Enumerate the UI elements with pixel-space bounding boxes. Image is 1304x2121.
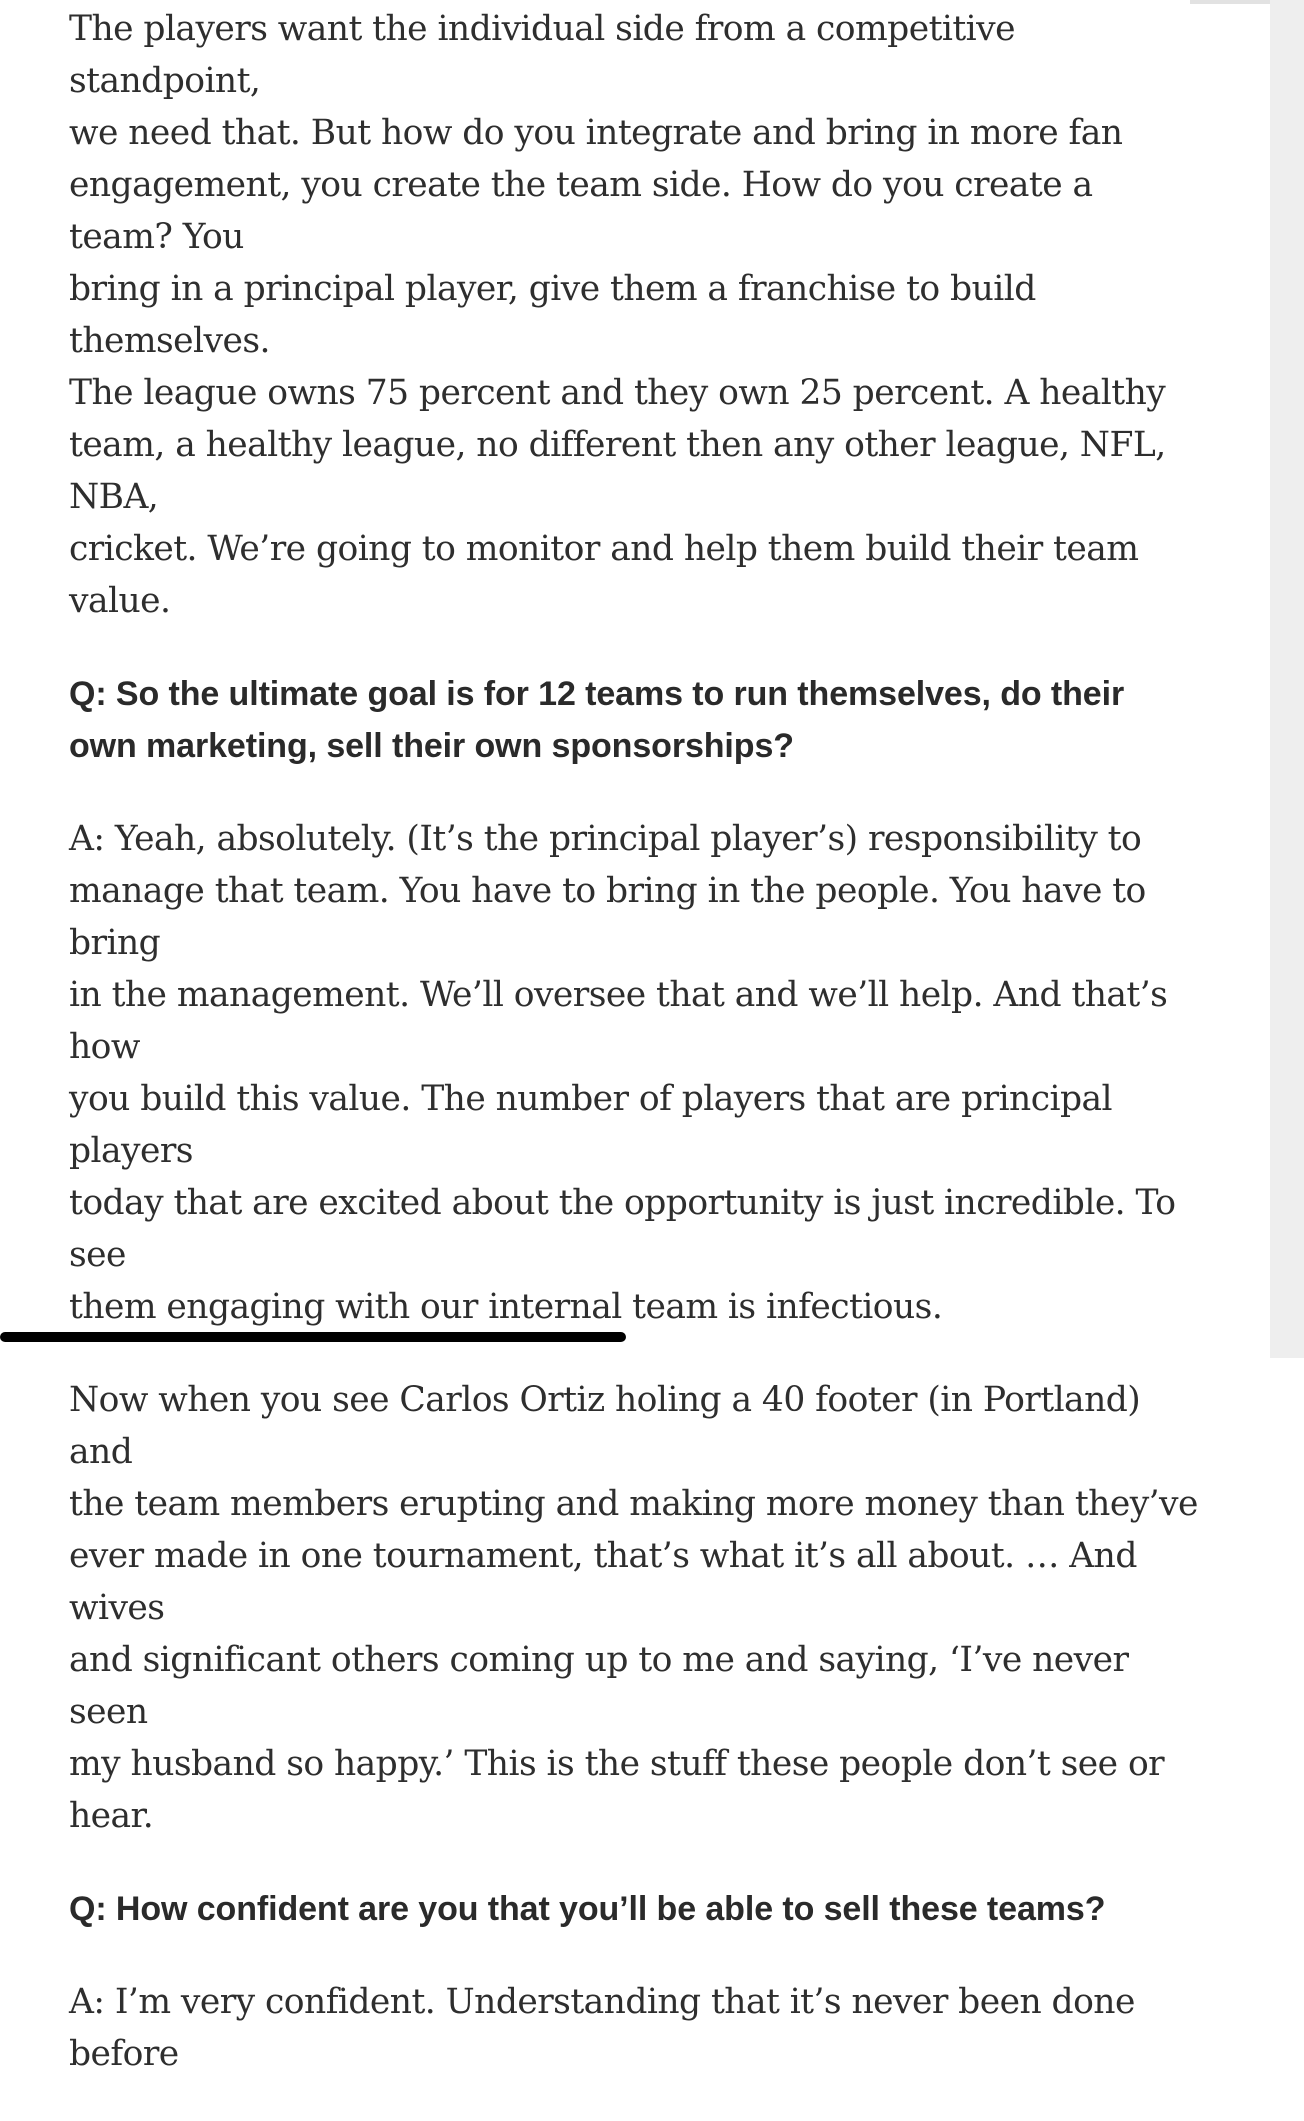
answer-confidence: A: I’m very confident. Understanding that it’s never been done before xyxy=(69,1982,1135,2074)
question-ultimate-goal: Q: So the ultimate goal is for 12 teams to run themselves, do their own marketing, sell their own sponsorships? xyxy=(69,675,1125,765)
article-body xyxy=(69,3,1199,2121)
paragraph-carlos-ortiz: Now when you see Carlos Ortiz holing a 40 footer (in Portland) and the team members erupting and making more money than they’ve ever made in one tournament, that’s what it’s all about. … And wives and significant others coming up to me and saying, ‘I’ve never seen my husband so happy.’ This is the stuff these people don’t see or hear. xyxy=(69,1380,1198,1836)
reading-progress-fill xyxy=(0,1332,626,1342)
reading-progress-bar xyxy=(0,1332,1304,1342)
answer-ultimate-goal: A: Yeah, absolutely. (It’s the principal player’s) responsibility to manage that team. You have to bring in the people. You have to bring in the management. We’ll oversee that and we’ll help. And that’s how you build this value. The number of players that are principal players today that are excited about the opportunity is just incredible. To see them engaging with our internal team is infectious. xyxy=(69,819,1176,1327)
question-confidence: Q: How confident are you that you’ll be able to sell these teams? xyxy=(69,1890,1106,1928)
scrollbar-track[interactable] xyxy=(1270,0,1304,1358)
paragraph-team-side: The players want the individual side from a competitive standpoint, we need that. But how do you integrate and bring in more fan engagement, you create the team side. How do you create a team? You bring in a principal player, give them a franchise to build themselves. The league owns 75 percent and they own 25 percent. A healthy team, a healthy league, no different then any other league, NFL, NBA, cricket. We’re going to monitor and help them build their team value. xyxy=(69,9,1166,621)
